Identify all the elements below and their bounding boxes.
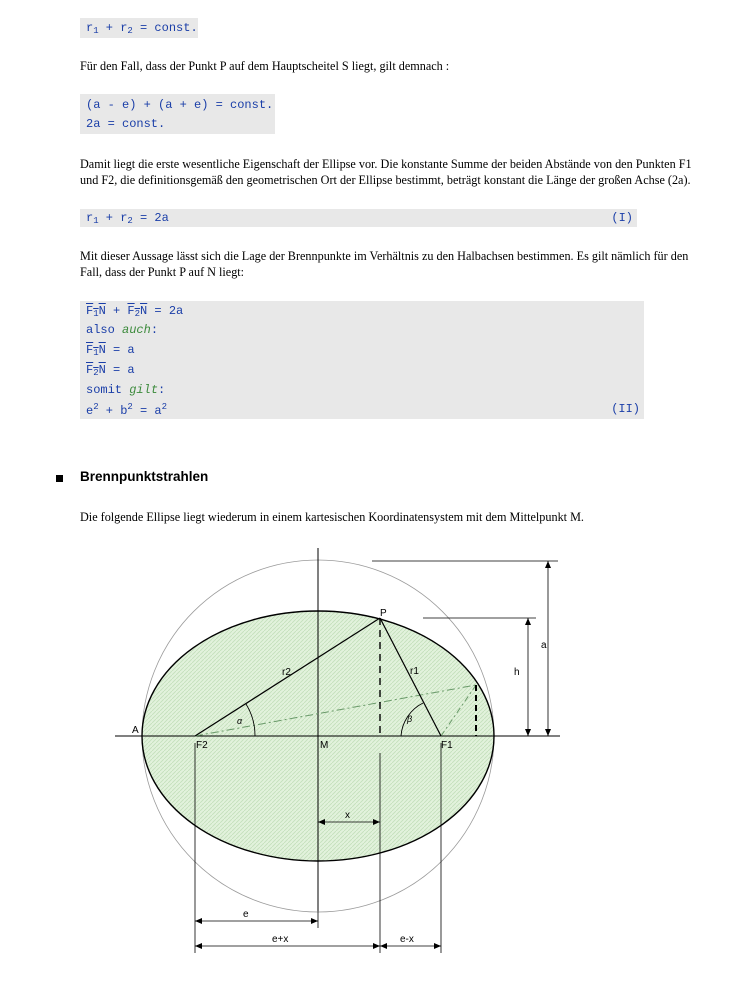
paragraph-brennpunkte: Mit dieser Aussage lässt sich die Lage der Brennpunkte im Verhältnis zu den Halbachsen bestimmen. Es gilt nämlich für den Fall, dass der Punkt P auf N liegt: <box>80 249 689 279</box>
label-a: a <box>541 640 547 651</box>
equation-f1n-f2n: $F_1N + F_2N = 2a$ <box>86 304 184 319</box>
paragraph-eigenschaft: Damit liegt die erste wesentliche Eigenschaft der Ellipse vor. Die konstante Summe der beiden Abstände von den Punkten F1 und F2, die definitionsgemäß den geometrischen Ort der Ellipse bestimmt, beträgt konstant die Länge der großen Achse (2a). <box>80 157 692 187</box>
equation-r1-r2-const: $r_1 + r_2$ = const. <box>86 21 198 36</box>
equation-box-top <box>80 18 198 38</box>
label-r1: r1 <box>410 666 419 677</box>
equation-r1-r2-2a: $r_1 + r_2 = 2a$ <box>86 211 169 226</box>
label-r2: r2 <box>282 667 291 678</box>
text-also-auch: also auch: <box>86 323 159 337</box>
equation-tag-II: (II) <box>611 402 640 416</box>
equation-f2n-a: $F_2N = a$ <box>86 363 135 378</box>
label-M: M <box>320 740 329 751</box>
equation-line-2: 2a = const. <box>86 117 166 131</box>
label-alpha: α <box>237 716 243 726</box>
label-e-plus-x: e+x <box>272 934 289 945</box>
text-somit-gilt: somit gilt: <box>86 383 166 397</box>
label-beta: β <box>407 714 413 724</box>
equation-line-1: (a - e) + (a + e) = const. <box>86 98 274 112</box>
label-F2: F2 <box>196 740 208 751</box>
paragraph-hauptscheitel: Für den Fall, dass der Punkt P auf dem Hauptscheitel S liegt, gilt demnach : <box>80 59 450 73</box>
label-e: e <box>243 909 249 920</box>
equation-f1n-a: $F_1N = a$ <box>86 343 135 358</box>
ellipse-diagram <box>0 543 738 983</box>
label-h: h <box>514 667 520 678</box>
equation-box-I <box>80 209 637 227</box>
label-F1: F1 <box>441 740 453 751</box>
equation-pythagoras: $e^2 + b^2 = a^2$ <box>86 402 168 418</box>
bullet-icon <box>56 475 63 482</box>
equation-box-2a <box>80 94 275 134</box>
label-P: P <box>380 608 387 619</box>
label-A: A <box>132 725 139 736</box>
paragraph-koordinatensystem: Die folgende Ellipse liegt wiederum in einem kartesischen Koordinatensystem mit dem Mittelpunkt M. <box>80 510 584 524</box>
label-e-minus-x: e-x <box>400 934 414 945</box>
equation-box-II <box>80 301 644 419</box>
section-heading: Brennpunktstrahlen <box>80 469 209 484</box>
label-x: x <box>345 810 350 821</box>
equation-tag-I: (I) <box>611 211 633 225</box>
